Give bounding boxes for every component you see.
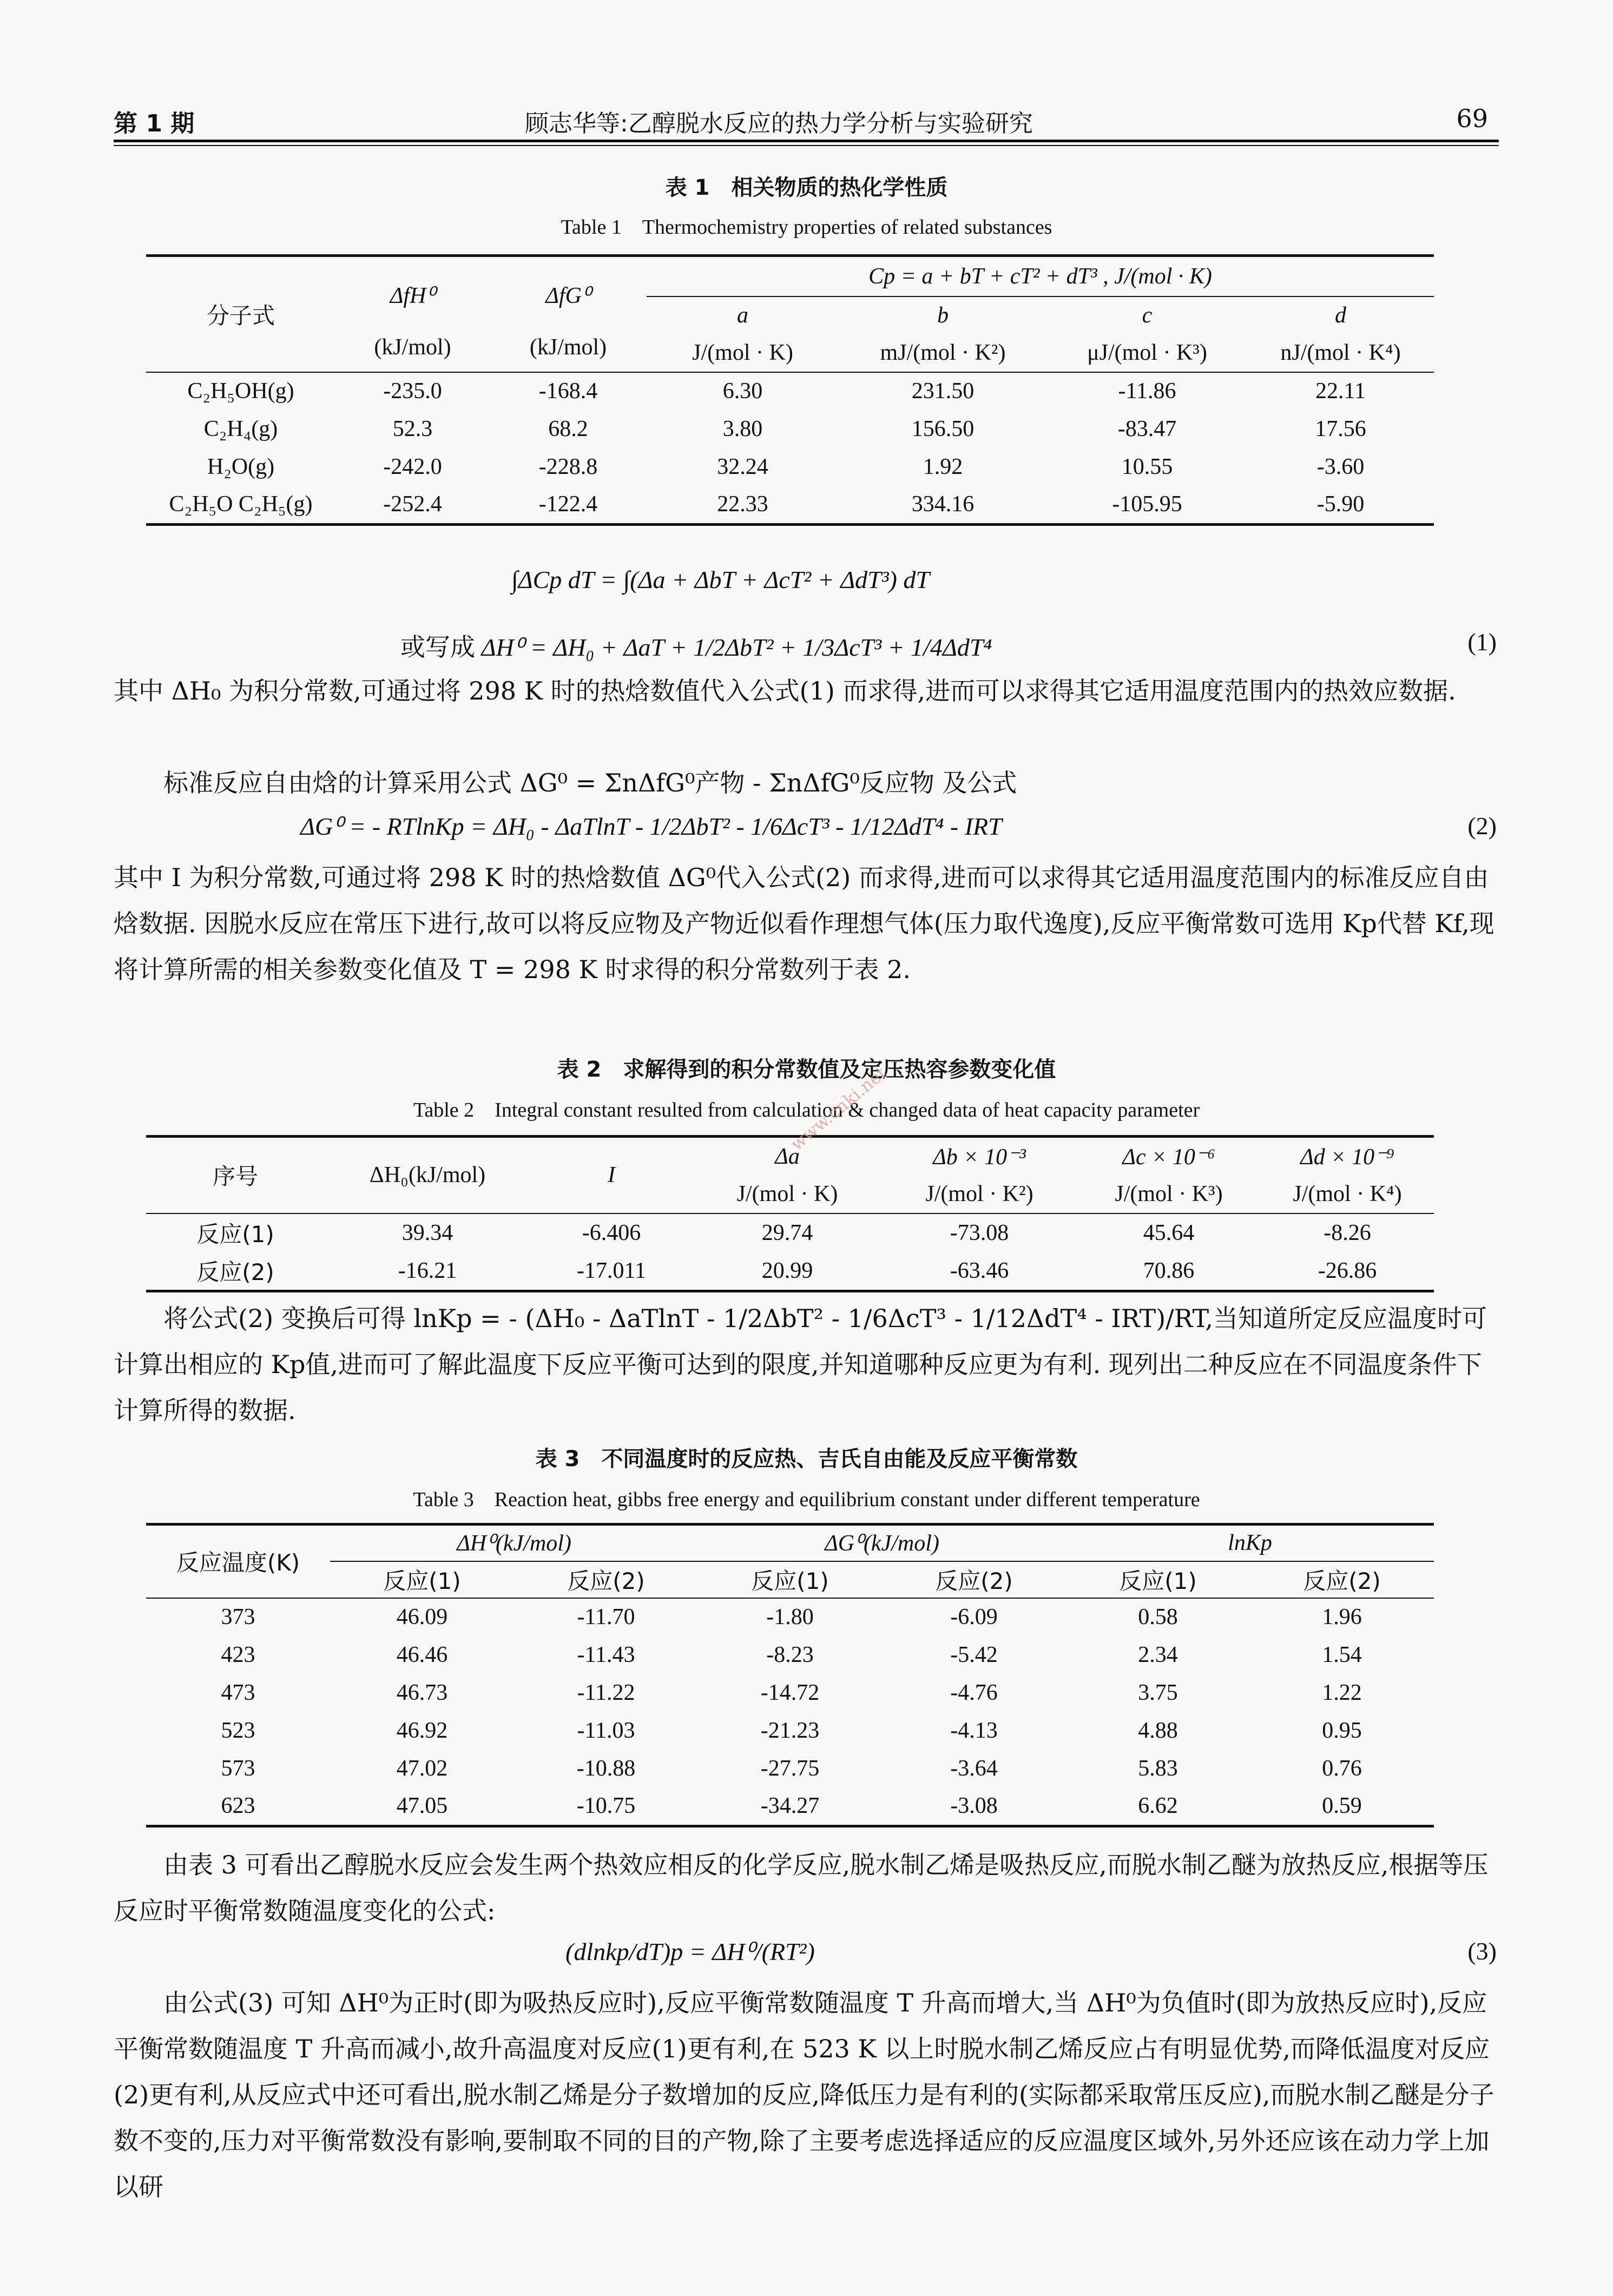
table1	[146, 254, 1434, 526]
table2-header-i: I	[608, 1163, 615, 1188]
k2: 1.96	[1322, 1605, 1362, 1629]
table1-header-formula: 分子式	[206, 302, 275, 329]
table1-row	[146, 410, 1434, 448]
table1-caption-cn: 表 1 相关物质的热化学性质	[665, 175, 948, 200]
reaction-name: 反应(2)	[196, 1259, 274, 1286]
da: 20.99	[761, 1258, 813, 1284]
g2: -3.08	[950, 1793, 998, 1819]
table3-row	[146, 1598, 1434, 1636]
formula: H₂O(g)	[207, 454, 275, 479]
table3-row	[146, 1674, 1434, 1712]
c: -83.47	[1117, 416, 1177, 441]
table1-row	[146, 448, 1434, 486]
table2-row	[146, 1252, 1434, 1291]
equation-2-number: (2)	[1467, 812, 1497, 840]
table3-sub-k1: 反应(1)	[1119, 1567, 1197, 1594]
paragraph-1: 其中 ΔH₀ 为积分常数,可通过将 298 K 时的热焓数值代入公式(1) 而求得,进而可以求得其它适用温度范围内的热效应数据.	[114, 676, 1456, 705]
a: 6.30	[722, 379, 763, 404]
h2: -11.22	[577, 1680, 635, 1705]
table3-group-lnk: lnKp	[1066, 1525, 1434, 1561]
h1: 46.46	[396, 1642, 448, 1667]
g1: -27.75	[760, 1756, 820, 1781]
table1-row	[146, 372, 1434, 410]
b: 1.92	[923, 454, 963, 479]
dc: 70.86	[1143, 1258, 1195, 1284]
table2-row	[146, 1213, 1434, 1252]
header-rule	[114, 140, 1499, 142]
formula: C₂H₅O C₂H₅(g)	[169, 492, 313, 517]
table1-sub-c: c	[1142, 303, 1153, 328]
g1: -1.80	[766, 1605, 814, 1629]
k2: 0.95	[1322, 1718, 1362, 1743]
table2-header-da: Δa	[775, 1144, 800, 1169]
dd: -26.86	[1318, 1258, 1377, 1284]
d: 17.56	[1315, 416, 1366, 441]
dgf: -228.8	[538, 454, 598, 479]
table1-unit-d: nJ/(mol · K⁴)	[1280, 340, 1401, 365]
table3-row	[146, 1636, 1434, 1674]
header-rule-thin	[114, 145, 1499, 146]
g2: -3.64	[950, 1756, 998, 1781]
paragraph-4: 将公式(2) 变换后可得 lnKp = - (ΔH₀ - ΔaTlnT - 1/2ΔbT² - 1/6ΔcT³ - 1/12ΔdT⁴ - IRT)/RT,当知道所定反应温度时可计算出相应的 Kp值,进而可了解此温度下反应平衡可达到的限度,并知道哪种反应更为有利. 现列出二种反应在不同温度条件下计算所得的数据.	[114, 1304, 1487, 1425]
db: -73.08	[950, 1220, 1009, 1245]
c: 10.55	[1121, 454, 1173, 479]
temperature: 473	[221, 1680, 255, 1705]
formula: C₂H₄(g)	[203, 416, 278, 441]
a: 32.24	[717, 454, 768, 479]
table3-sub-k2: 反应(2)	[1303, 1567, 1381, 1594]
equation-3-number: (3)	[1467, 1937, 1497, 1965]
b: 231.50	[911, 379, 975, 404]
k1: 2.34	[1138, 1642, 1178, 1667]
dh0: -16.21	[398, 1258, 457, 1284]
k2: 1.54	[1322, 1642, 1362, 1667]
table1-unit-b: mJ/(mol · K²)	[880, 340, 1006, 365]
dh0: 39.34	[401, 1220, 453, 1245]
d: -3.60	[1316, 454, 1365, 479]
dhf: -235.0	[383, 379, 442, 404]
table2-caption-en: Table 2 Integral constant resulted from calculation & changed data of heat capacity parameter	[413, 1099, 1200, 1121]
table2-header-dd: Δd × 10⁻⁹	[1300, 1144, 1394, 1170]
table1-header-dhf: ΔfH⁰	[390, 283, 436, 309]
g2: -4.13	[950, 1718, 998, 1743]
h2: -11.03	[577, 1718, 635, 1743]
h2: -11.43	[577, 1642, 635, 1667]
table3-sub-g2: 反应(2)	[935, 1567, 1013, 1594]
running-header	[114, 104, 1499, 140]
table1-sub-b: b	[937, 303, 949, 328]
table3-sub-h2: 反应(2)	[567, 1567, 645, 1594]
k1: 5.83	[1138, 1756, 1178, 1781]
temperature: 373	[221, 1605, 255, 1629]
b: 334.16	[911, 492, 975, 517]
g2: -5.42	[950, 1642, 998, 1667]
i: -6.406	[582, 1220, 641, 1245]
table2-caption-cn: 表 2 求解得到的积分常数值及定压热容参数变化值	[557, 1057, 1056, 1082]
table1-row	[146, 486, 1434, 525]
formula: C₂H₅OH(g)	[187, 379, 294, 404]
paragraph-3: 其中 I 为积分常数,可通过将 298 K 时的热焓数值 ΔG⁰代入公式(2) 而求得,进而可以求得其它适用温度范围内的标准反应自由焓数据. 因脱水反应在常压下进行,故可以将反应物及产物近似看作理想气体(压力取代逸度),反应平衡常数可选用 Kp代替 Kf,现将计算所需的相关参数变化值及 T = 298 K 时求得的积分常数列于表 2.	[114, 863, 1495, 984]
b: 156.50	[911, 416, 975, 441]
table3-sub-h1: 反应(1)	[383, 1567, 461, 1594]
paragraph-5: 由表 3 可看出乙醇脱水反应会发生两个热效应相反的化学反应,脱水制乙烯是吸热反应,而脱水制乙醚为放热反应,根据等压反应时平衡常数随温度变化的公式:	[114, 1850, 1489, 1925]
k2: 1.22	[1322, 1680, 1362, 1705]
equation-1-body: ΔH⁰ = ΔH₀ + ΔaT + 1/2ΔbT² + 1/3ΔcT³ + 1/4ΔdT⁴	[481, 634, 992, 661]
table1-unit-dhf: (kJ/mol)	[374, 334, 451, 360]
dhf: 52.3	[392, 416, 433, 441]
table2-unit-dc: J/(mol · K³)	[1115, 1182, 1223, 1206]
table2-header-index: 序号	[212, 1163, 258, 1190]
table3-row	[146, 1787, 1434, 1826]
table1-unit-c: μJ/(mol · K³)	[1087, 340, 1207, 365]
h1: 47.02	[396, 1756, 448, 1781]
equation-3: (dlnkp/dT)p = ΔH⁰/(RT²)	[565, 1938, 815, 1965]
page-number: 69	[1456, 104, 1488, 133]
g1: -8.23	[766, 1642, 814, 1667]
k1: 6.62	[1138, 1793, 1178, 1819]
k1: 3.75	[1138, 1680, 1178, 1705]
watermark: www.cnki.net	[786, 1062, 891, 1155]
g1: -14.72	[760, 1680, 820, 1705]
table3-header-temp: 反应温度(K)	[146, 1525, 330, 1598]
h1: 47.05	[396, 1793, 448, 1819]
d: -5.90	[1316, 492, 1365, 517]
dd: -8.26	[1324, 1220, 1371, 1245]
k1: 0.58	[1138, 1605, 1178, 1629]
g2: -4.76	[950, 1680, 998, 1705]
g2: -6.09	[950, 1605, 998, 1629]
k2: 0.76	[1322, 1756, 1362, 1781]
table2-unit-da: J/(mol · K)	[736, 1182, 838, 1206]
reaction-name: 反应(1)	[196, 1221, 274, 1248]
table3-caption-en: Table 3 Reaction heat, gibbs free energy and equilibrium constant under different temperature	[413, 1488, 1200, 1511]
article-title: 顾志华等:乙醇脱水反应的热力学分析与实验研究	[525, 110, 1033, 137]
db: -63.46	[950, 1258, 1009, 1284]
temperature: 423	[221, 1642, 255, 1667]
table1-header-dgf: ΔfG⁰	[545, 283, 591, 309]
h2: -10.88	[576, 1756, 636, 1781]
table2-header-dc: Δc × 10⁻⁶	[1122, 1144, 1215, 1170]
table3-group-dg: ΔG⁰(kJ/mol)	[698, 1525, 1066, 1561]
table2-header-db: Δb × 10⁻³	[933, 1144, 1026, 1170]
d: 22.11	[1315, 379, 1366, 404]
table2-unit-dd: J/(mol · K⁴)	[1293, 1182, 1402, 1206]
h2: -11.70	[577, 1605, 635, 1629]
equation-2: ΔG⁰ = - RTlnKp = ΔH₀ - ΔaTlnT - 1/2ΔbT² - 1/6ΔcT³ - 1/12ΔdT⁴ - IRT	[300, 813, 1002, 840]
table3-row	[146, 1712, 1434, 1750]
k1: 4.88	[1138, 1718, 1178, 1743]
a: 22.33	[717, 492, 768, 517]
table2-unit-db: J/(mol · K²)	[925, 1182, 1033, 1206]
g1: -21.23	[760, 1718, 820, 1743]
table1-unit-dgf: (kJ/mol)	[529, 334, 607, 360]
table3	[146, 1523, 1434, 1827]
h1: 46.73	[396, 1680, 448, 1705]
issue-label: 第 1 期	[114, 110, 195, 137]
paragraph-2: 标准反应自由焓的计算采用公式 ΔG⁰ = ΣnΔfG⁰产物 - ΣnΔfG⁰反应物 及公式	[163, 768, 1017, 797]
h1: 46.09	[396, 1605, 448, 1629]
table3-group-dh: ΔH⁰(kJ/mol)	[330, 1525, 698, 1561]
k2: 0.59	[1322, 1793, 1362, 1819]
dgf: -168.4	[538, 379, 598, 404]
table2-header-dh0: ΔH₀(kJ/mol)	[369, 1163, 486, 1188]
dhf: -252.4	[383, 492, 442, 517]
temperature: 623	[221, 1793, 255, 1819]
table1-unit-a: J/(mol · K)	[692, 340, 793, 365]
dc: 45.64	[1143, 1220, 1195, 1245]
temperature: 573	[221, 1756, 255, 1781]
a: 3.80	[722, 416, 763, 441]
g1: -34.27	[760, 1793, 820, 1819]
temperature: 523	[221, 1718, 255, 1743]
c: -105.95	[1112, 492, 1182, 517]
table1-header-cp: Cp = a + bT + cT² + dT³ , J/(mol · K)	[647, 256, 1434, 296]
equation-1-prefix: 或写成	[400, 632, 475, 662]
table3-row	[146, 1750, 1434, 1787]
h2: -10.75	[576, 1793, 636, 1819]
equation-integral: ∫ΔCp dT = ∫(Δa + ΔbT + ΔcT² + ΔdT³) dT	[511, 566, 930, 593]
table1-sub-a: a	[737, 303, 748, 328]
i: -17.011	[577, 1258, 646, 1284]
dgf: 68.2	[548, 416, 588, 441]
h1: 46.92	[396, 1718, 448, 1743]
table2	[146, 1135, 1434, 1292]
equation-1	[400, 628, 992, 663]
table1-sub-d: d	[1335, 303, 1346, 328]
dhf: -242.0	[383, 454, 442, 479]
da: 29.74	[761, 1220, 813, 1245]
equation-1-number: (1)	[1467, 628, 1497, 656]
dgf: -122.4	[538, 492, 598, 517]
table1-caption-en: Table 1 Thermochemistry properties of related substances	[561, 216, 1052, 239]
table3-sub-g1: 反应(1)	[751, 1567, 829, 1594]
paragraph-6: 由公式(3) 可知 ΔH⁰为正时(即为吸热反应时),反应平衡常数随温度 T 升高而增大,当 ΔH⁰为负值时(即为放热反应时),反应平衡常数随温度 T 升高而减小,故升高温度对反应(1)更有利,在 523 K 以上时脱水制乙烯反应占有明显优势,而降低温度对反应(2)更有利,从反应式中还可看出,脱水制乙烯是分子数增加的反应,降低压力是有利的(实际都采取常压反应),而脱水制乙醚是分子数不变的,压力对平衡常数没有影响,要制取不同的目的产物,除了主要考虑选择适应的反应温度区域外,另外还应该在动力学上加以研	[114, 1988, 1495, 2201]
table3-caption-cn: 表 3 不同温度时的反应热、吉氏自由能及反应平衡常数	[535, 1447, 1078, 1472]
c: -11.86	[1118, 379, 1176, 404]
